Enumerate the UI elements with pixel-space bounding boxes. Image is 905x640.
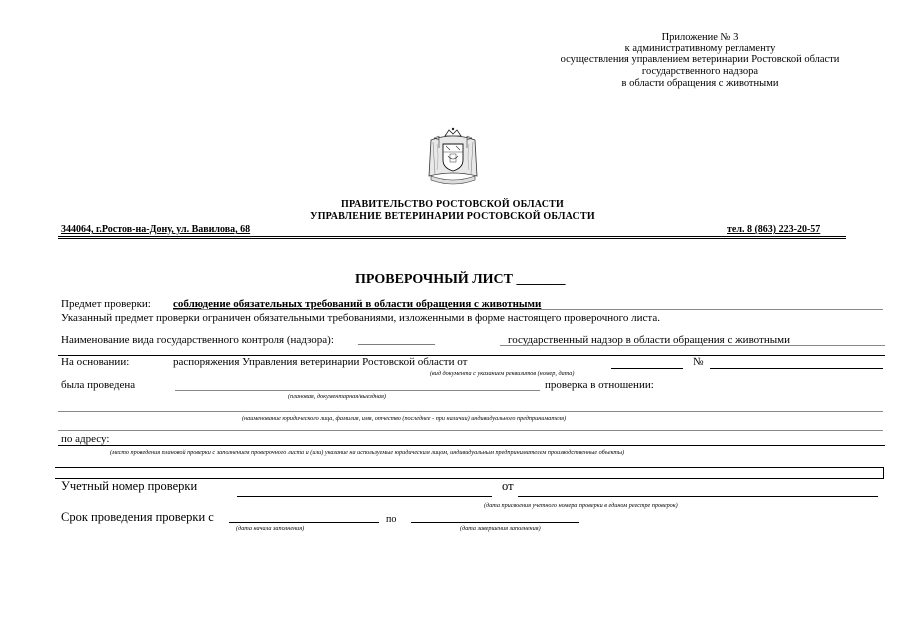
period-end-field[interactable] — [411, 522, 579, 523]
record-date-field[interactable] — [518, 496, 878, 497]
appendix-line-2: к административному регламенту — [624, 43, 776, 54]
appendix-line-3: осуществления управлением ветеринарии Ростовской области — [560, 54, 840, 65]
record-from-label: от — [502, 479, 514, 493]
conducted-after-label: проверка в отношении: — [545, 379, 654, 391]
period-label: Срок проведения проверки с — [61, 510, 214, 524]
header-rule-double — [58, 238, 846, 239]
period-end-hint: (дата завершения заполнения) — [460, 525, 541, 532]
subject-note: Указанный предмет проверки ограничен обязательными требованиями, изложенными в форме настоящего проверочного листа. — [61, 312, 660, 324]
entity-field[interactable] — [58, 411, 883, 412]
basis-hint: (вид документа с указанием реквизитов (номер, дата) — [430, 370, 575, 377]
control-type-value: государственный надзор в области обращения с животными — [508, 334, 790, 346]
subject-label: Предмет проверки: — [61, 298, 151, 310]
record-hint: (дата присвоения учетного номера проверки в едином реестре проверок) — [484, 502, 678, 509]
address-label: по адресу: — [61, 433, 110, 445]
org-address: 344064, г.Ростов-на-Дону, ул. Вавилова, 68 — [61, 224, 251, 235]
org-phone: тел. 8 (863) 223-20-57 — [727, 224, 821, 235]
appendix-line-5: в области обращения с животными — [621, 78, 779, 89]
basis-date-field[interactable] — [611, 368, 683, 369]
record-number-field[interactable] — [237, 496, 492, 497]
page-title: ПРОВЕРОЧНЫЙ ЛИСТ _______ — [355, 272, 566, 287]
address-hint: (место проведения плановой проверки с заполнением проверочного листа и (или) указание на используемые юридическим лицом, индивидуальным предпринимателем производственные объекты) — [110, 449, 625, 456]
control-type-blank[interactable]: ______________ — [358, 334, 435, 346]
header-rule — [58, 236, 846, 237]
entity-hint: (наименование юридического лица, фамилия, имя, отчество (последнее - при наличии) индивидуального предпринимателя) — [242, 415, 567, 422]
conducted-label: была проведена — [61, 379, 136, 391]
period-to-label: по — [386, 514, 397, 525]
basis-value: распоряжения Управления ветеринарии Ростовской области от — [173, 356, 468, 368]
control-type-label: Наименование вида государственного контроля (надзора): — [61, 334, 334, 346]
address-field[interactable] — [58, 445, 885, 446]
appendix-line-4: государственного надзора — [641, 66, 759, 77]
entity-field-2[interactable] — [58, 430, 883, 431]
conducted-hint: (плановая, документарная/выездная) — [288, 393, 386, 400]
subject-underline — [173, 309, 883, 310]
period-start-hint: (дата начала заполнения) — [236, 525, 305, 532]
control-type-underline — [500, 345, 885, 346]
basis-label: На основании: — [61, 356, 130, 368]
period-start-field[interactable] — [229, 522, 379, 523]
basis-number-field[interactable] — [710, 368, 883, 369]
subject-value: соблюдение обязательных требований в области обращения с животными — [173, 298, 542, 310]
coat-of-arms-icon — [423, 126, 483, 188]
appendix-line-1: Приложение № 3 — [661, 32, 739, 43]
org-name-department: УПРАВЛЕНИЕ ВЕТЕРИНАРИИ РОСТОВСКОЙ ОБЛАСТИ — [310, 211, 595, 222]
org-name-government: ПРАВИТЕЛЬСТВО РОСТОВСКОЙ ОБЛАСТИ — [341, 199, 564, 210]
address-box[interactable] — [55, 467, 884, 479]
record-number-label: Учетный номер проверки — [61, 479, 198, 493]
conducted-field[interactable] — [175, 390, 540, 391]
basis-number-sign: № — [693, 356, 704, 368]
